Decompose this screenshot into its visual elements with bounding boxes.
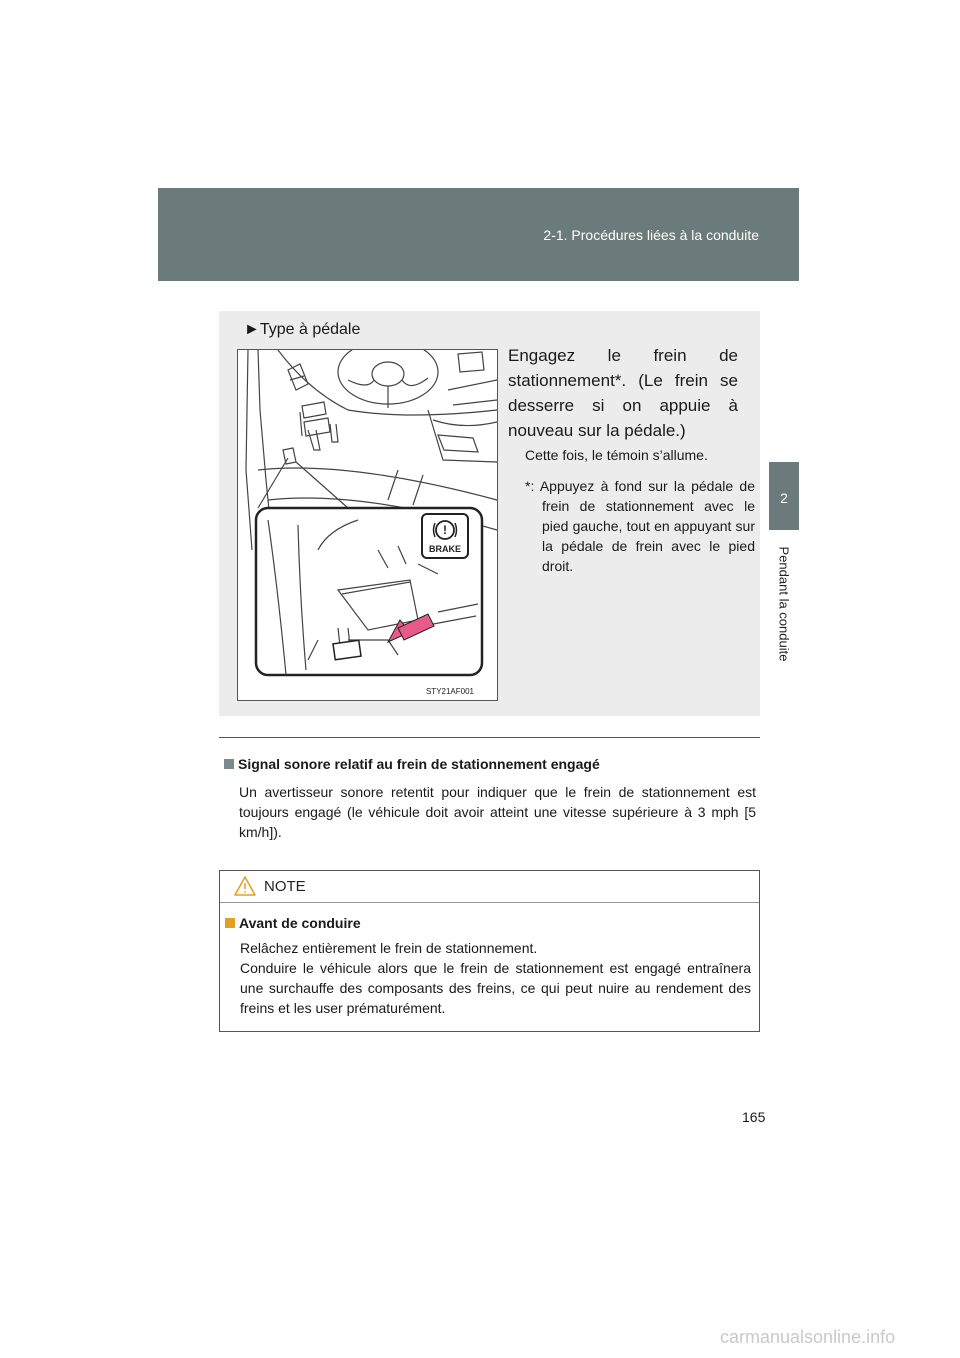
- note-subtitle: Avant de conduire: [239, 915, 361, 931]
- signal-body: Un avertisseur sonore retentit pour indiquer que le frein de stationnement est toujours engagé (le véhicule doit avoir atteint une vitesse supérieure à 3 mph [5 km/h]).: [239, 784, 756, 840]
- note-line-2: Conduire le véhicule alors que le frein de stationnement est engagé entraînera une surchauffe des composants des freins, ce qui peut nuire au rendement des freins et les user prématurément.: [240, 960, 751, 1016]
- note-box: [219, 870, 760, 1032]
- chapter-number: 2: [780, 490, 788, 506]
- signal-title-row: [224, 756, 756, 772]
- page-number: 165: [742, 1109, 766, 1125]
- footnote: *: Appuyez à fond sur la pédale de frein de stationnement avec le pied gauche, tout en appuyant sur la pédale de frein avec le pied droit.: [525, 478, 755, 574]
- brake-label: BRAKE: [428, 544, 462, 554]
- warning-triangle-icon: [234, 876, 256, 896]
- illustration-code: STY21AF001: [425, 687, 474, 696]
- note-line-1: Relâchez entièrement le frein de stationnement.: [240, 940, 538, 956]
- square-bullet-icon: [225, 918, 235, 928]
- svg-text:!: !: [443, 523, 447, 537]
- pedal-type-box: [219, 311, 760, 716]
- note-header: [220, 871, 759, 903]
- car-interior-drawing: [238, 350, 497, 700]
- chapter-label: Pendant la conduite: [776, 546, 792, 662]
- watermark: carmanualsonline.info: [720, 1327, 896, 1347]
- square-bullet-icon: [224, 759, 234, 769]
- signal-section: [224, 756, 756, 842]
- engage-instruction: Engagez le frein de stationnement*. (Le frein se desserre si on appuie à nouveau sur la pédale.): [508, 346, 738, 440]
- note-content: [220, 903, 759, 1018]
- section-title: 2-1. Procédures liées à la conduite: [543, 227, 759, 243]
- parking-brake-illustration: [237, 349, 498, 701]
- separator-line: [219, 737, 760, 738]
- parking-brake-warning-icon: [422, 514, 468, 558]
- pedal-type-title: ►Type à pédale: [244, 321, 361, 338]
- note-subtitle-row: [225, 915, 751, 931]
- chapter-tab: [769, 462, 799, 530]
- note-body: [240, 938, 751, 1018]
- signal-title: Signal sonore relatif au frein de stationnement engagé: [238, 756, 600, 772]
- note-title: NOTE: [264, 878, 306, 895]
- indicator-note: Cette fois, le témoin s’allume.: [525, 447, 708, 463]
- header-bar: [158, 188, 799, 281]
